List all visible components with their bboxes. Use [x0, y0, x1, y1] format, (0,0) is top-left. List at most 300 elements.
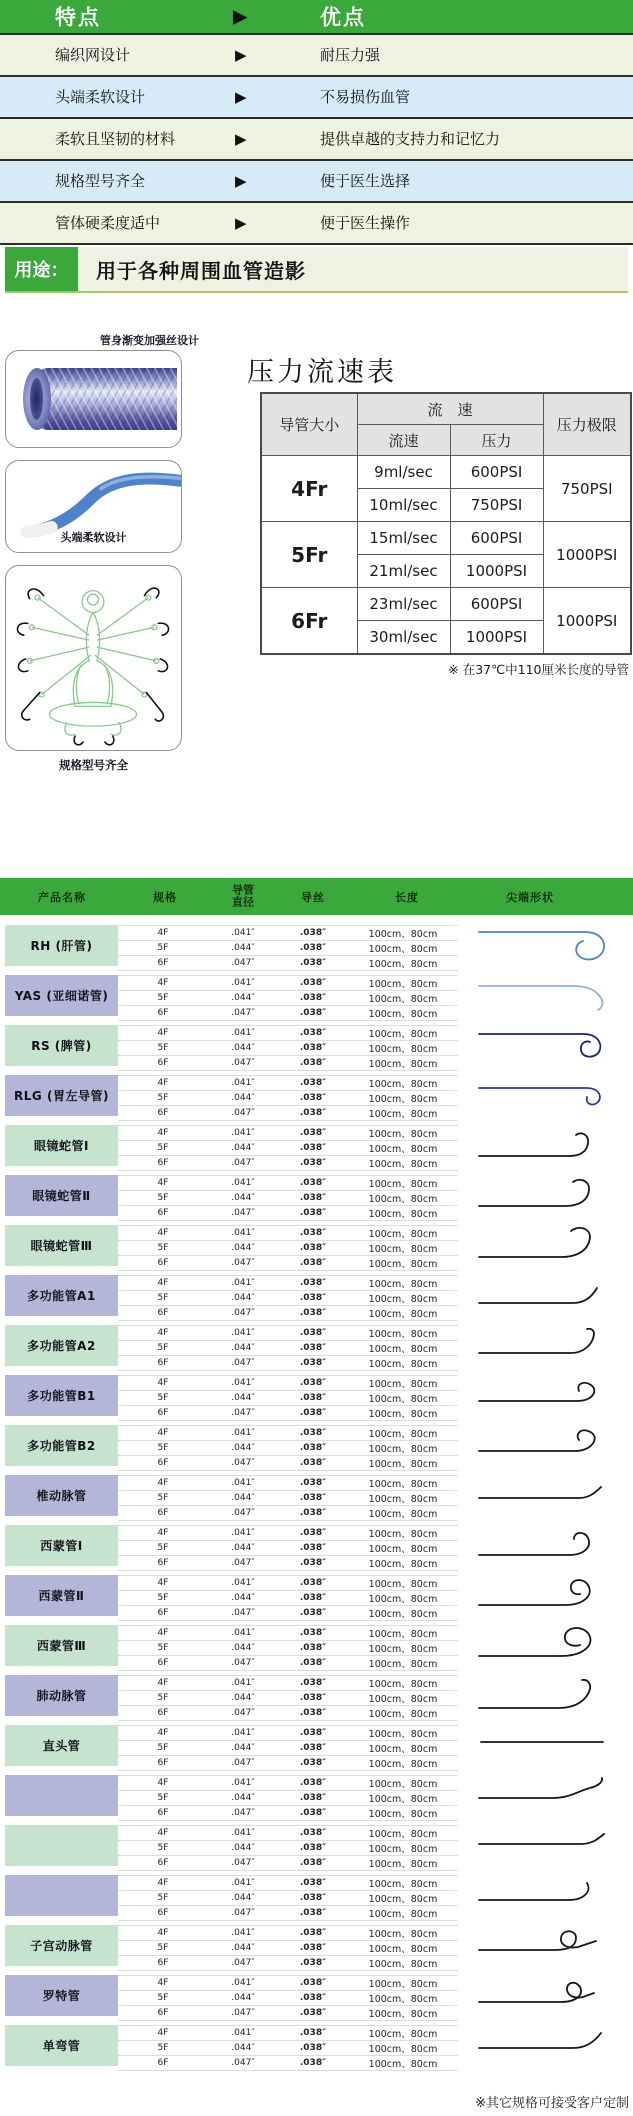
catheter-size-cell: 5Fr [261, 522, 357, 588]
advantage-text: 便于医生操作 [320, 214, 411, 233]
length-cell: 100cm、80cm [368, 1829, 438, 1840]
product-spec-rows [118, 1275, 458, 1320]
features-rows [0, 35, 633, 245]
spec-row [118, 1026, 458, 1041]
flow-cell: 15ml/sec [357, 522, 450, 555]
length-cell: 100cm、80cm [368, 1244, 438, 1255]
length-cell: 100cm、80cm [368, 2044, 438, 2055]
tip-shape-cell [458, 1325, 628, 1366]
length-cell: 100cm、80cm [368, 1094, 438, 1105]
diameter-cell: .044″ [231, 1543, 255, 1553]
spec-row [118, 1541, 458, 1556]
tip-shape-cell [458, 1125, 628, 1166]
spec-row [118, 1691, 458, 1706]
product-name: 单弯管 [5, 2025, 118, 2066]
wire-cell: .038″ [299, 1908, 327, 1918]
tip-shape-cell [458, 1075, 628, 1116]
spec-cell: 5F [157, 993, 169, 1003]
wire-cell: .038″ [299, 1043, 327, 1053]
product-table [0, 878, 633, 2075]
product-spec-rows [118, 1725, 458, 1770]
spec-cell: 5F [157, 1093, 169, 1103]
wire-cell: .038″ [299, 1758, 327, 1768]
spec-cell: 6F [157, 1308, 169, 1318]
wire-cell: .038″ [299, 1928, 327, 1938]
diameter-cell: .047″ [231, 1058, 255, 1068]
spec-cell: 5F [157, 1693, 169, 1703]
spec-row [118, 1976, 458, 1991]
length-cell: 100cm、80cm [368, 1394, 438, 1405]
wire-cell: .038″ [299, 1328, 327, 1338]
product-name: 眼镜蛇管Ⅱ [5, 1175, 118, 1216]
soft-tip-caption: 头端柔软设计 [60, 531, 127, 544]
spec-cell: 6F [157, 1908, 169, 1918]
product-row [5, 1925, 628, 1970]
diameter-cell: .041″ [231, 1778, 255, 1788]
diameter-cell: .047″ [231, 1658, 255, 1668]
product-spec-rows [118, 1075, 458, 1120]
tip-shape-cell [458, 1925, 628, 1966]
product-row [5, 1975, 628, 2020]
spec-cell: 4F [157, 1328, 169, 1338]
product-row [5, 1075, 628, 1120]
catheter-variety-illustration [6, 566, 181, 750]
product-row [5, 1375, 628, 1420]
spec-row [118, 1491, 458, 1506]
product-name: 多功能管B2 [5, 1425, 118, 1466]
product-spec-rows [118, 925, 458, 970]
arrow-right-icon: ▶ [235, 172, 247, 190]
spec-row [118, 1356, 458, 1371]
spec-row [118, 1076, 458, 1091]
col-length: 长度 [395, 890, 419, 904]
spec-cell: 6F [157, 1558, 169, 1568]
length-cell: 100cm、80cm [368, 1379, 438, 1390]
wire-cell: .038″ [299, 1443, 327, 1453]
tip-shape-curve [458, 1576, 626, 1616]
product-table-header [0, 878, 633, 915]
spec-row [118, 1391, 458, 1406]
diameter-cell: .041″ [231, 1428, 255, 1438]
tip-shape-curve [458, 1776, 626, 1816]
length-cell: 100cm、80cm [368, 1444, 438, 1455]
spec-cell: 6F [157, 1008, 169, 1018]
spec-row [118, 1591, 458, 1606]
spec-cell: 6F [157, 1708, 169, 1718]
product-row [5, 2025, 628, 2070]
product-spec-rows [118, 1675, 458, 1720]
spec-cell: 6F [157, 1108, 169, 1118]
spec-row [118, 1676, 458, 1691]
tube-opening-graphic [23, 368, 51, 430]
arrow-right-icon: ▶ [235, 46, 247, 64]
pressure-limit-cell: 1000PSI [543, 522, 631, 588]
diameter-cell: .044″ [231, 1193, 255, 1203]
length-cell: 100cm、80cm [368, 1594, 438, 1605]
pressure-cell: 750PSI [450, 489, 543, 522]
arrow-right-icon: ▶ [235, 88, 247, 106]
length-cell: 100cm、80cm [368, 1629, 438, 1640]
diameter-cell: .041″ [231, 1528, 255, 1538]
feature-row [0, 161, 633, 203]
wire-cell: .038″ [299, 1643, 327, 1653]
wire-cell: .038″ [299, 1993, 327, 2003]
spec-cell: 6F [157, 1158, 169, 1168]
wire-cell: .038″ [299, 1278, 327, 1288]
pressure-limit-cell: 1000PSI [543, 588, 631, 655]
spec-cell: 6F [157, 958, 169, 968]
advantage-text: 不易损伤血管 [320, 88, 411, 107]
spec-row [118, 1306, 458, 1321]
feature-text: 柔软且坚韧的材料 [55, 130, 176, 149]
tip-shape-cell [458, 1225, 628, 1266]
spec-row [118, 1991, 458, 2006]
diameter-cell: .044″ [231, 943, 255, 953]
spec-row [118, 1741, 458, 1756]
wire-cell: .038″ [299, 1408, 327, 1418]
diameter-cell: .047″ [231, 1508, 255, 1518]
product-spec-rows [118, 1525, 458, 1570]
wire-cell: .038″ [299, 1943, 327, 1953]
product-spec-rows [118, 1475, 458, 1520]
spec-row [118, 976, 458, 991]
spec-cell: 6F [157, 1458, 169, 1468]
length-cell: 100cm、80cm [368, 1359, 438, 1370]
length-cell: 100cm、80cm [368, 979, 438, 990]
diameter-cell: .044″ [231, 1093, 255, 1103]
wire-cell: .038″ [299, 1108, 327, 1118]
diameter-cell: .041″ [231, 1378, 255, 1388]
diameter-cell: .044″ [231, 993, 255, 1003]
catheter-size-cell: 6Fr [261, 588, 357, 655]
diameter-cell: .047″ [231, 1908, 255, 1918]
spec-cell: 4F [157, 1628, 169, 1638]
spec-cell: 6F [157, 1808, 169, 1818]
diameter-cell: .041″ [231, 1928, 255, 1938]
feature-text: 管体硬柔度适中 [55, 214, 161, 233]
tip-shape-curve [458, 1726, 626, 1766]
spec-row [118, 1776, 458, 1791]
length-cell: 100cm、80cm [368, 2029, 438, 2040]
length-cell: 100cm、80cm [368, 1344, 438, 1355]
product-spec-rows [118, 2025, 458, 2070]
wire-cell: .038″ [299, 1828, 327, 1838]
spec-cell: 6F [157, 1858, 169, 1868]
spec-row [118, 1341, 458, 1356]
tip-shape-curve [458, 1926, 626, 1966]
spec-row [118, 1456, 458, 1471]
pressure-flow-table [260, 392, 632, 655]
diameter-cell: .041″ [231, 1828, 255, 1838]
diameter-cell: .047″ [231, 1558, 255, 1568]
tip-shape-curve [458, 1326, 626, 1366]
product-spec-rows [118, 1425, 458, 1470]
spec-row [118, 1576, 458, 1591]
wire-cell: .038″ [299, 1793, 327, 1803]
product-row [5, 925, 628, 970]
spec-cell: 4F [157, 1428, 169, 1438]
col-wire: 导丝 [301, 890, 325, 904]
spec-cell: 5F [157, 1343, 169, 1353]
product-row [5, 1675, 628, 1720]
product-spec-rows [118, 1375, 458, 1420]
wire-cell: .038″ [299, 2028, 327, 2038]
diameter-cell: .044″ [231, 1443, 255, 1453]
spec-cell: 5F [157, 1443, 169, 1453]
length-cell: 100cm、80cm [368, 959, 438, 970]
product-table-note: ※其它规格可接受客户定制 [475, 2096, 629, 2111]
spec-row [118, 1376, 458, 1391]
spec-row [118, 1706, 458, 1721]
product-spec-rows [118, 1825, 458, 1870]
features-header [0, 0, 633, 35]
braided-tube-caption: 管身渐变加强丝设计 [100, 334, 199, 347]
product-spec-rows [118, 1775, 458, 1820]
diameter-cell: .041″ [231, 1278, 255, 1288]
product-name [5, 1775, 118, 1816]
usage-label: 用途： [5, 247, 78, 291]
length-cell: 100cm、80cm [368, 1044, 438, 1055]
length-cell: 100cm、80cm [368, 1929, 438, 1940]
diameter-cell: .041″ [231, 1978, 255, 1988]
spec-cell: 5F [157, 1743, 169, 1753]
spec-row [118, 1056, 458, 1071]
diameter-cell: .041″ [231, 1878, 255, 1888]
length-cell: 100cm、80cm [368, 1329, 438, 1340]
usage-text: 用于各种周围血管造影 [78, 247, 628, 291]
tip-shape-cell [458, 1725, 628, 1766]
spec-row [118, 926, 458, 941]
feature-row [0, 119, 633, 161]
wire-cell: .038″ [299, 1508, 327, 1518]
product-spec-rows [118, 1575, 458, 1620]
spec-row [118, 1506, 458, 1521]
spec-row [118, 2006, 458, 2021]
wire-cell: .038″ [299, 1893, 327, 1903]
spec-row [118, 1426, 458, 1441]
col-catheter-size: 导管大小 [261, 393, 357, 456]
spec-cell: 4F [157, 1228, 169, 1238]
length-cell: 100cm、80cm [368, 929, 438, 940]
product-row [5, 1325, 628, 1370]
product-name: 直头管 [5, 1725, 118, 1766]
spec-row [118, 1856, 458, 1871]
spec-row [118, 1141, 458, 1156]
wire-cell: .038″ [299, 1228, 327, 1238]
features-header-right: 优点 [320, 4, 366, 29]
tip-shape-cell [458, 1775, 628, 1816]
diameter-cell: .047″ [231, 1008, 255, 1018]
spec-row [118, 1176, 458, 1191]
spec-cell: 4F [157, 1028, 169, 1038]
variety-caption: 规格型号齐全 [59, 758, 128, 772]
wire-cell: .038″ [299, 1178, 327, 1188]
tip-shape-cell [458, 925, 628, 966]
spec-row [118, 1206, 458, 1221]
feature-row [0, 203, 633, 245]
length-cell: 100cm、80cm [368, 1159, 438, 1170]
spec-cell: 4F [157, 1528, 169, 1538]
wire-cell: .038″ [299, 1308, 327, 1318]
diameter-cell: .047″ [231, 2058, 255, 2068]
spec-cell: 5F [157, 1393, 169, 1403]
wire-cell: .038″ [299, 1778, 327, 1788]
product-row [5, 1875, 628, 1920]
product-spec-rows [118, 1625, 458, 1670]
product-name: RLG (胃左导管) [5, 1075, 118, 1116]
spec-cell: 5F [157, 1843, 169, 1853]
length-cell: 100cm、80cm [368, 1409, 438, 1420]
diameter-cell: .041″ [231, 1178, 255, 1188]
spec-row [118, 1226, 458, 1241]
product-name: 西蒙管Ⅰ [5, 1525, 118, 1566]
product-row [5, 1525, 628, 1570]
length-cell: 100cm、80cm [368, 944, 438, 955]
spec-cell: 4F [157, 1978, 169, 1988]
spec-cell: 5F [157, 1993, 169, 2003]
spec-cell: 4F [157, 1078, 169, 1088]
wire-cell: .038″ [299, 1843, 327, 1853]
spec-row [118, 1191, 458, 1206]
length-cell: 100cm、80cm [368, 1179, 438, 1190]
arrow-right-icon: ▶ [235, 214, 247, 232]
pressure-limit-cell: 750PSI [543, 456, 631, 522]
product-rows [0, 925, 633, 2070]
spec-cell: 4F [157, 1278, 169, 1288]
spec-cell: 4F [157, 1928, 169, 1938]
wire-cell: .038″ [299, 978, 327, 988]
wire-cell: .038″ [299, 1858, 327, 1868]
spec-row [118, 1256, 458, 1271]
length-cell: 100cm、80cm [368, 1909, 438, 1920]
wire-cell: .038″ [299, 943, 327, 953]
length-cell: 100cm、80cm [368, 1109, 438, 1120]
advantage-text: 提供卓越的支持力和记忆力 [320, 130, 501, 149]
tip-shape-curve [458, 1626, 626, 1666]
length-cell: 100cm、80cm [368, 1509, 438, 1520]
pressure-table-title: 压力流速表 [247, 357, 397, 388]
length-cell: 100cm、80cm [368, 1259, 438, 1270]
diameter-cell: .047″ [231, 958, 255, 968]
wire-cell: .038″ [299, 1878, 327, 1888]
flow-cell: 30ml/sec [357, 621, 450, 655]
wire-cell: .038″ [299, 1128, 327, 1138]
wire-cell: .038″ [299, 1693, 327, 1703]
tip-shape-cell [458, 1375, 628, 1416]
length-cell: 100cm、80cm [368, 1229, 438, 1240]
spec-cell: 4F [157, 1128, 169, 1138]
spec-row [118, 2041, 458, 2056]
spec-row [118, 1626, 458, 1641]
length-cell: 100cm、80cm [368, 1529, 438, 1540]
tip-shape-curve [458, 926, 626, 966]
product-row [5, 975, 628, 1020]
spec-cell: 5F [157, 1043, 169, 1053]
diameter-cell: .041″ [231, 1128, 255, 1138]
product-spec-rows [118, 1225, 458, 1270]
spec-cell: 5F [157, 1143, 169, 1153]
length-cell: 100cm、80cm [368, 1744, 438, 1755]
spec-row [118, 1756, 458, 1771]
tip-shape-curve [458, 1176, 626, 1216]
length-cell: 100cm、80cm [368, 1959, 438, 1970]
length-cell: 100cm、80cm [368, 1759, 438, 1770]
wire-cell: .038″ [299, 1078, 327, 1088]
length-cell: 100cm、80cm [368, 1029, 438, 1040]
product-name: 多功能管B1 [5, 1375, 118, 1416]
tip-shape-cell [458, 1175, 628, 1216]
length-cell: 100cm、80cm [368, 1194, 438, 1205]
product-name: RS (脾管) [5, 1025, 118, 1066]
length-cell: 100cm、80cm [368, 1644, 438, 1655]
product-row [5, 1725, 628, 1770]
spec-row [118, 1091, 458, 1106]
spec-cell: 5F [157, 1593, 169, 1603]
length-cell: 100cm、80cm [368, 1279, 438, 1290]
feature-text: 规格型号齐全 [55, 172, 146, 191]
diameter-cell: .041″ [231, 1728, 255, 1738]
diameter-cell: .044″ [231, 1343, 255, 1353]
tip-shape-curve [458, 1876, 626, 1916]
col-product-name: 产品名称 [38, 890, 86, 904]
diameter-cell: .047″ [231, 1158, 255, 1168]
spec-cell: 6F [157, 2008, 169, 2018]
product-spec-rows [118, 1125, 458, 1170]
tip-shape-cell [458, 1825, 628, 1866]
wire-cell: .038″ [299, 1258, 327, 1268]
product-name: 罗特管 [5, 1975, 118, 2016]
spec-row [118, 1826, 458, 1841]
tip-shape-curve [458, 976, 626, 1016]
wire-cell: .038″ [299, 1493, 327, 1503]
spec-cell: 4F [157, 1728, 169, 1738]
feature-text: 头端柔软设计 [55, 88, 146, 107]
wire-cell: .038″ [299, 1208, 327, 1218]
spec-cell: 4F [157, 978, 169, 988]
spec-cell: 6F [157, 1058, 169, 1068]
wire-cell: .038″ [299, 1678, 327, 1688]
spec-row [118, 2026, 458, 2041]
product-name: YAS (亚细诺管) [5, 975, 118, 1016]
feature-row [0, 77, 633, 119]
spec-row [118, 1006, 458, 1021]
diameter-cell: .041″ [231, 1028, 255, 1038]
wire-cell: .038″ [299, 928, 327, 938]
wire-cell: .038″ [299, 1343, 327, 1353]
spec-cell: 4F [157, 1778, 169, 1788]
spec-row [118, 991, 458, 1006]
spec-row [118, 1791, 458, 1806]
diameter-cell: .044″ [231, 1593, 255, 1603]
product-name [5, 1825, 118, 1866]
tip-shape-cell [458, 975, 628, 1016]
length-cell: 100cm、80cm [368, 1544, 438, 1555]
product-spec-rows [118, 1975, 458, 2020]
spec-cell: 6F [157, 1258, 169, 1268]
product-spec-rows [118, 975, 458, 1020]
tip-shape-curve [458, 1526, 626, 1566]
catheter-size-cell: 4Fr [261, 456, 357, 522]
flow-cell: 9ml/sec [357, 456, 450, 489]
wire-cell: .038″ [299, 1743, 327, 1753]
spec-cell: 6F [157, 1658, 169, 1668]
col-spec: 规格 [153, 890, 177, 904]
length-cell: 100cm、80cm [368, 1579, 438, 1590]
diameter-cell: .047″ [231, 1408, 255, 1418]
product-row [5, 1475, 628, 1520]
spec-cell: 5F [157, 1793, 169, 1803]
diameter-cell: .041″ [231, 1678, 255, 1688]
